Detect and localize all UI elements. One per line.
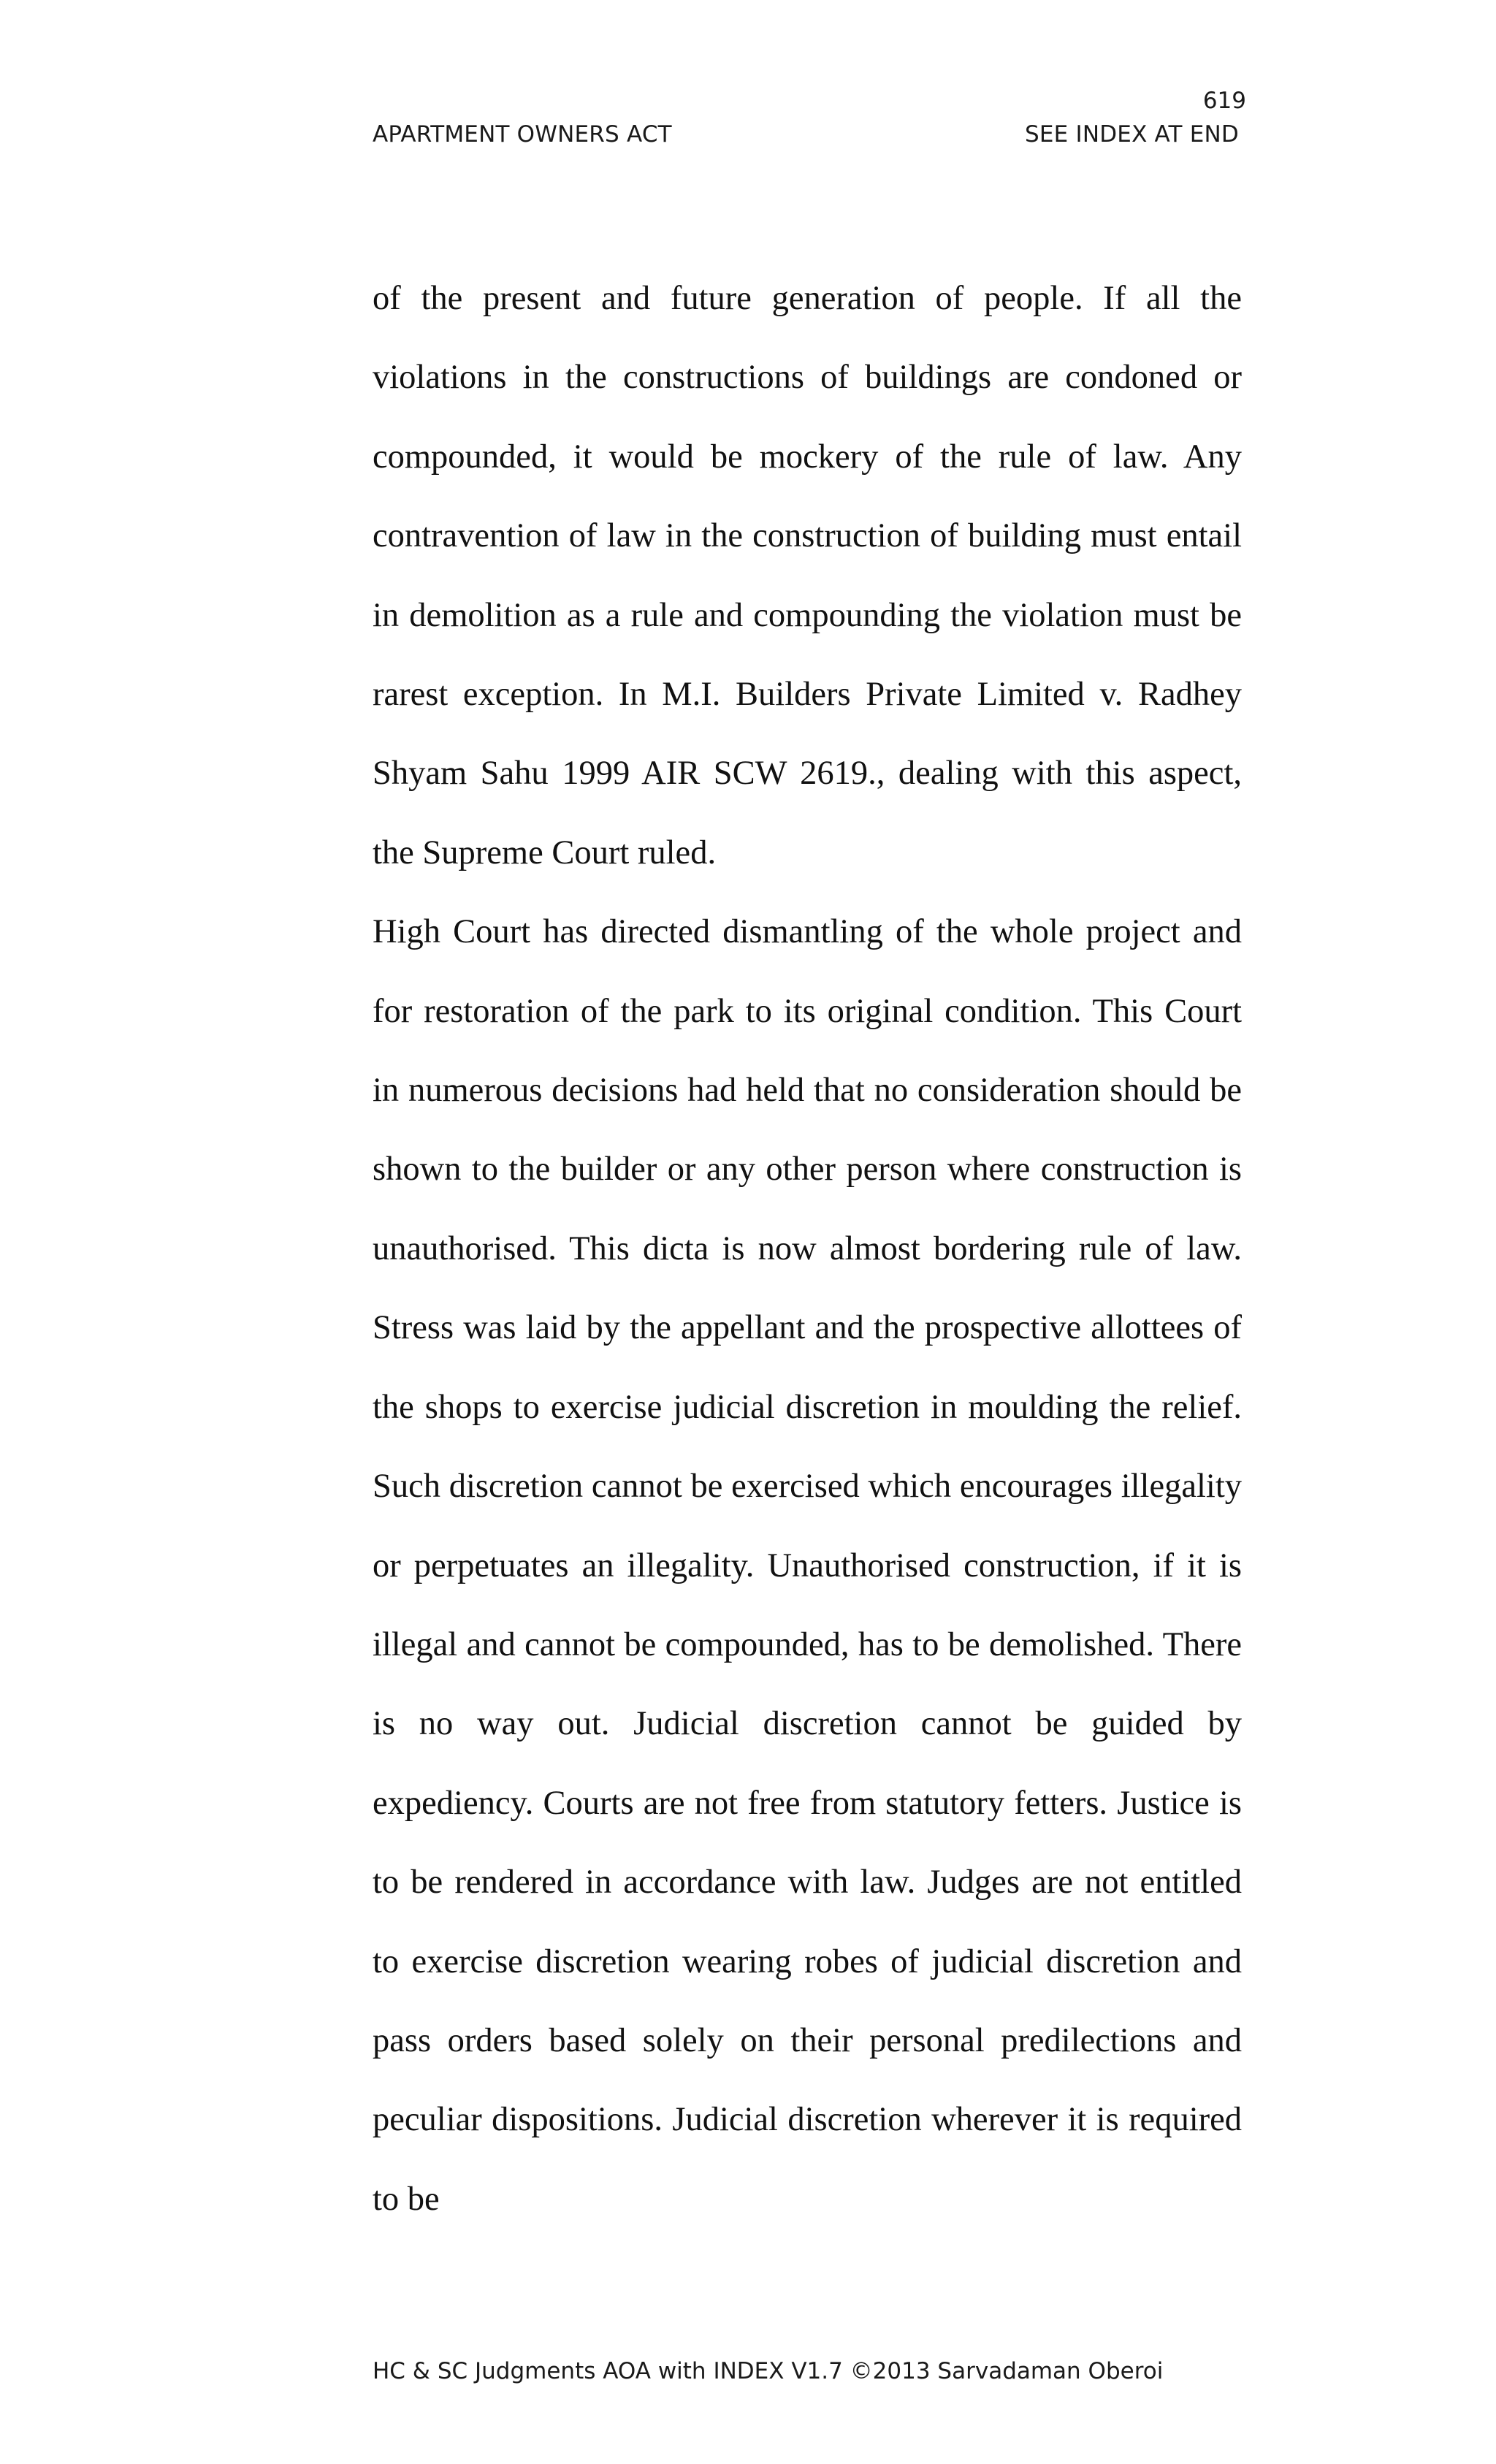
footer: HC & SC Judgments AOA with INDEX V1.7 ©2013 Sarvadaman Oberoi <box>373 2358 1164 2384</box>
body-text <box>373 259 1242 2239</box>
running-header <box>373 121 1239 148</box>
page-number: 619 <box>1202 88 1246 114</box>
header-index-note: SEE INDEX AT END <box>1024 121 1239 148</box>
paragraph-2: High Court has directed dismantling of the whole project and for restoration of the park to its original condition. This Court in numerous decisions had held that no consideration should be shown to the builder or any other person where construction is unauthorised. This dicta is now almost bordering rule of law. Stress was laid by the appellant and the prospective allottees of the shops to exercise judicial discretion in moulding the relief. Such discretion cannot be exercised which encourages illegality or perpetuates an illegality. Unauthorised construction, if it is illegal and cannot be compounded, has to be demolished. There is no way out. Judicial discretion cannot be guided by expediency. Courts are not free from statutory fetters. Justice is to be rendered in accordance with law. Judges are not entitled to exercise discretion wearing robes of judicial discretion and pass orders based solely on their personal predilections and peculiar dispositions. Judicial discretion wherever it is required to be <box>373 913 1242 2218</box>
header-title: APARTMENT OWNERS ACT <box>373 121 672 148</box>
paragraph-1: of the present and future generation of people. If all the violations in the constructions of buildings are condoned or compounded, it would be mockery of the rule of law. Any contravention of law in the construction of building must entail in demolition as a rule and compounding the violation must be rarest exception. In M.I. Builders Private Limited v. Radhey Shyam Sahu 1999 AIR SCW 2619., dealing with this aspect, the Supreme Court ruled. <box>373 280 1242 871</box>
